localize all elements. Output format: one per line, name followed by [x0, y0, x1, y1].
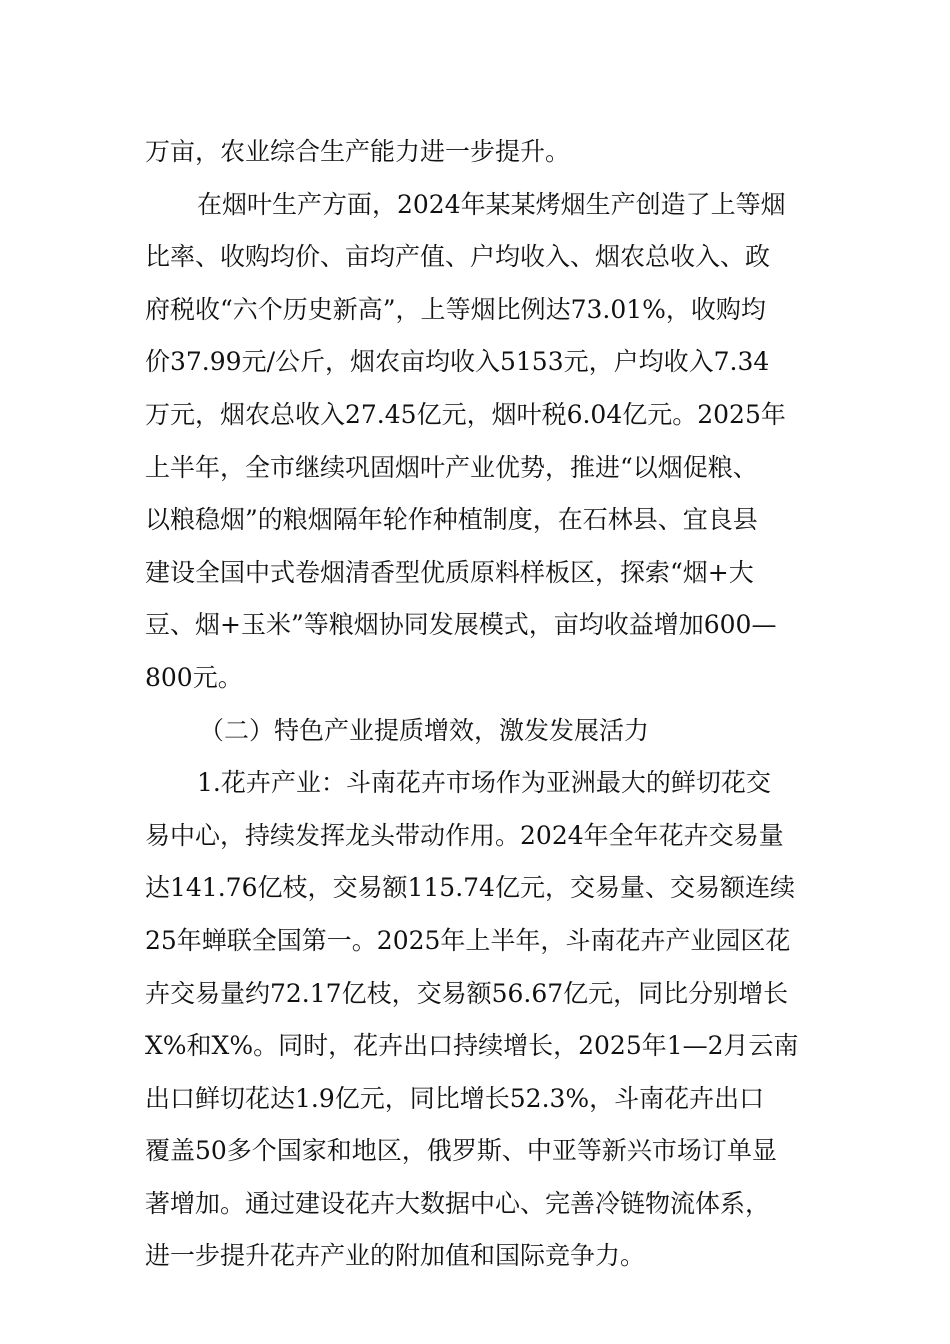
body-text [145, 126, 809, 1283]
text-line: 上半年，全市继续巩固烟叶产业优势，推进“以烟促粮、 [145, 452, 758, 482]
text-line: 覆盖50多个国家和地区，俄罗斯、中亚等新兴市场订单显 [145, 1136, 777, 1166]
text-line: 25年蝉联全国第一。2025年上半年，斗南花卉产业园区花 [145, 925, 791, 955]
text-line: 卉交易量约72.17亿枝，交易额56.67亿元，同比分别增长 [145, 978, 789, 1008]
text-line: 达141.76亿枝，交易额115.74亿元，交易量、交易额连续 [145, 873, 795, 903]
text-line: 进一步提升花卉产业的附加值和国际竞争力。 [145, 1241, 646, 1271]
text-line: 府税收“六个历史新高”，上等烟比例达73.01%，收购均 [145, 294, 766, 324]
paragraph-start-line: 在烟叶生产方面，2024年某某烤烟生产创造了上等烟 [197, 189, 786, 219]
text-line: 比率、收购均价、亩均产值、户均收入、烟农总收入、政 [145, 242, 771, 272]
text-line: 以粮稳烟”的粮烟隔年轮作种植制度，在石林县、宜良县 [145, 505, 758, 535]
text-line: 出口鲜切花达1.9亿元，同比增长52.3%，斗南花卉出口 [145, 1083, 765, 1113]
text-line: 建设全国中式卷烟清香型优质原料样板区，探索“烟+大 [145, 557, 754, 587]
text-line: 价37.99元/公斤，烟农亩均收入5153元，户均收入7.34 [145, 347, 770, 377]
text-line: 豆、烟+玉米”等粮烟协同发展模式，亩均收益增加600— [145, 610, 777, 640]
text-line: 著增加。通过建设花卉大数据中心、完善冷链物流体系， [145, 1188, 771, 1218]
paragraph-start-line: 1.花卉产业：斗南花卉市场作为亚洲最大的鲜切花交 [197, 768, 771, 798]
text-line: X%和X%。同时，花卉出口持续增长，2025年1—2月云南 [145, 1031, 799, 1061]
text-line: 800元。 [145, 662, 243, 692]
text-line: 易中心，持续发挥龙头带动作用。2024年全年花卉交易量 [145, 820, 784, 850]
text-line: 万元，烟农总收入27.45亿元，烟叶税6.04亿元。2025年 [145, 399, 786, 429]
text-line: 万亩，农业综合生产能力进一步提升。 [145, 137, 571, 166]
section-heading: （二）特色产业提质增效，激发发展活力 [199, 715, 650, 745]
